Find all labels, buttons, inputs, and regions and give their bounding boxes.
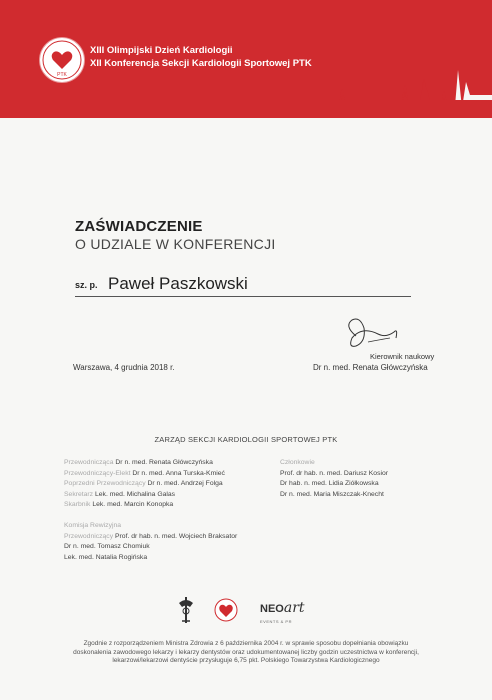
board-members <box>280 458 388 500</box>
board-officers <box>64 458 225 511</box>
officer-row: Sekretarz Lek. med. Michalina Galas <box>64 490 176 498</box>
officer-row: Przewodniczący-Elekt Dr n. med. Anna Turska-Kmieć <box>64 469 225 477</box>
member-row: Prof. dr hab. n. med. Dariusz Kosior <box>280 469 389 477</box>
signature-role: Kierownik naukowy <box>370 352 435 361</box>
certificate-title: ZAŚWIADCZENIE <box>75 218 203 235</box>
eagle-emblem-icon <box>176 595 196 625</box>
board-title: ZARZĄD SEKCJI KARDIOLOGII SPORTOWEJ PTK <box>154 435 338 444</box>
footer-note: Zgodnie z rozporządzeniem Ministra Zdrowia z 6 października 2004 r. w sprawie sposobu dopełniania obowiązku doskonalenia zawodowego lekarzy i lekarzy dentystów oraz udokumentowanej liczby godzin uczestnictwa w konferencji, lekarzowi/lekarzowi dentyście przysługuje 6,75 pkt. Polskiego Towarzystwa Kardiologicznego <box>73 640 419 664</box>
header-line-2: XII Konferencja Sekcji Kardiologii Sportowej PTK <box>90 58 312 69</box>
audit-committee <box>64 521 237 563</box>
certificate-subtitle: O UDZIALE W KONFERENCJI <box>75 236 276 252</box>
member-row: Dr hab. n. med. Lidia Ziółkowska <box>280 480 379 487</box>
audit-row: Lek. med. Natalia Rogińska <box>64 553 148 561</box>
date-place: Warszawa, 4 grudnia 2018 r. <box>73 363 175 372</box>
officer-row: Poprzedni Przewodniczący Dr n. med. Andrzej Folga <box>64 480 223 487</box>
header-text <box>90 44 312 70</box>
recipient-name: Paweł Paszkowski <box>108 274 248 293</box>
svg-text:PTK: PTK <box>57 72 67 78</box>
signature-name: Dr n. med. Renata Główczyńska <box>313 363 428 372</box>
conference-logo <box>40 38 84 82</box>
member-row: Dr n. med. Maria Miszczak-Knecht <box>280 490 384 498</box>
audit-row: Dr n. med. Tomasz Chomiuk <box>64 543 150 550</box>
neoart-logo: NEOart <box>260 600 305 616</box>
header-line-1: XIII Olimpijski Dzień Kardiologii <box>90 45 233 56</box>
officer-row: Skarbnik Lek. med. Marcin Konopka <box>64 501 174 508</box>
heart-logo-icon <box>214 595 238 625</box>
officer-row: Przewodnicząca Dr n. med. Renata Główczyńska <box>64 459 213 466</box>
neoart-subtitle: EVENTS & PR <box>260 619 292 624</box>
audit-row: Przewodniczący Prof. dr hab. n. med. Wojciech Braksator <box>64 532 238 540</box>
recipient-prefix: sz. p. <box>75 280 98 290</box>
audit-header: Komisja Rewizyjna <box>64 522 122 529</box>
members-header: Członkowie <box>280 459 315 466</box>
name-underline <box>75 296 411 297</box>
heart-logo-icon <box>42 40 82 80</box>
